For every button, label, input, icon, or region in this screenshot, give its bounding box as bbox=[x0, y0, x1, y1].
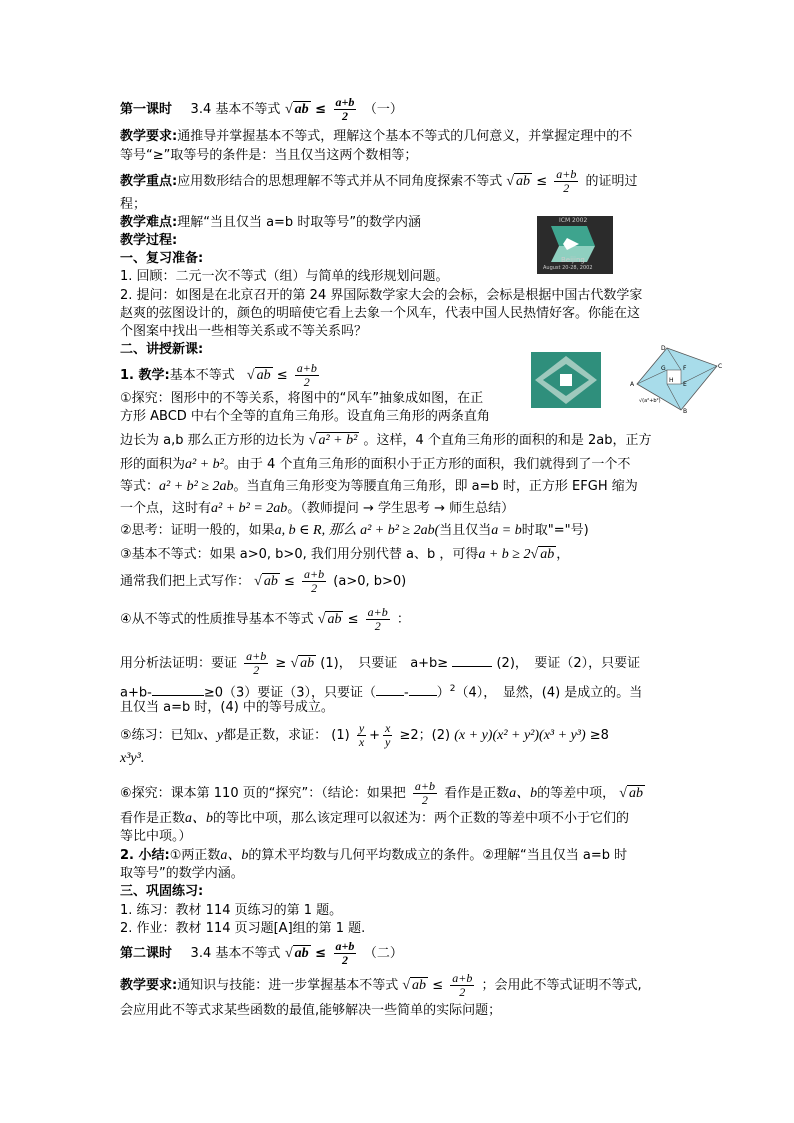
label-C: C bbox=[718, 363, 723, 370]
label-F: F bbox=[683, 365, 687, 372]
teaching-difficulty: 教学难点:理解“当且仅当 a=b 时取等号”的数学内涵 bbox=[120, 215, 422, 230]
label-G: G bbox=[661, 365, 666, 372]
label-E: E bbox=[683, 381, 687, 388]
logo-mid-text: Beijing bbox=[561, 256, 585, 264]
square-diagram bbox=[625, 344, 725, 414]
windmill-icon bbox=[531, 352, 601, 408]
label-B: B bbox=[683, 408, 688, 414]
fraction-apb-2: $\frac{a+b}{2}$ bbox=[335, 95, 355, 123]
label-H: H bbox=[669, 377, 674, 384]
square-diagram-icon bbox=[625, 344, 725, 414]
logo-top-text: ICM 2002 bbox=[559, 217, 588, 224]
lesson2-title: 第二课时 3.4 基本不等式 √ ab ≤ $\frac{a+b}{2}$ （二） bbox=[120, 939, 403, 967]
teaching-requirement: 教学要求:通推导并掌握基本不等式，理解这个基本不等式的几何意义，并掌握定理中的不 bbox=[120, 129, 633, 144]
icm2002-logo bbox=[537, 216, 613, 274]
hypotenuse-label: √(a²+b²) bbox=[639, 398, 661, 404]
lesson1-title: 第一课时 3.4 基本不等式 √ ab ≤ $\frac{a+b}{2}$ （一） bbox=[120, 95, 403, 123]
teaching-key-point: 教学重点:应用数形结合的思想理解不等式并从不同角度探索不等式 √ ab ≤ $\frac{a+b}{2}$ 的证明过 bbox=[120, 167, 638, 195]
label-D: D bbox=[661, 345, 666, 352]
windmill-figure bbox=[531, 352, 601, 408]
label-A: A bbox=[630, 381, 635, 388]
logo-bottom-text: August 20-28, 2002 bbox=[543, 265, 593, 271]
